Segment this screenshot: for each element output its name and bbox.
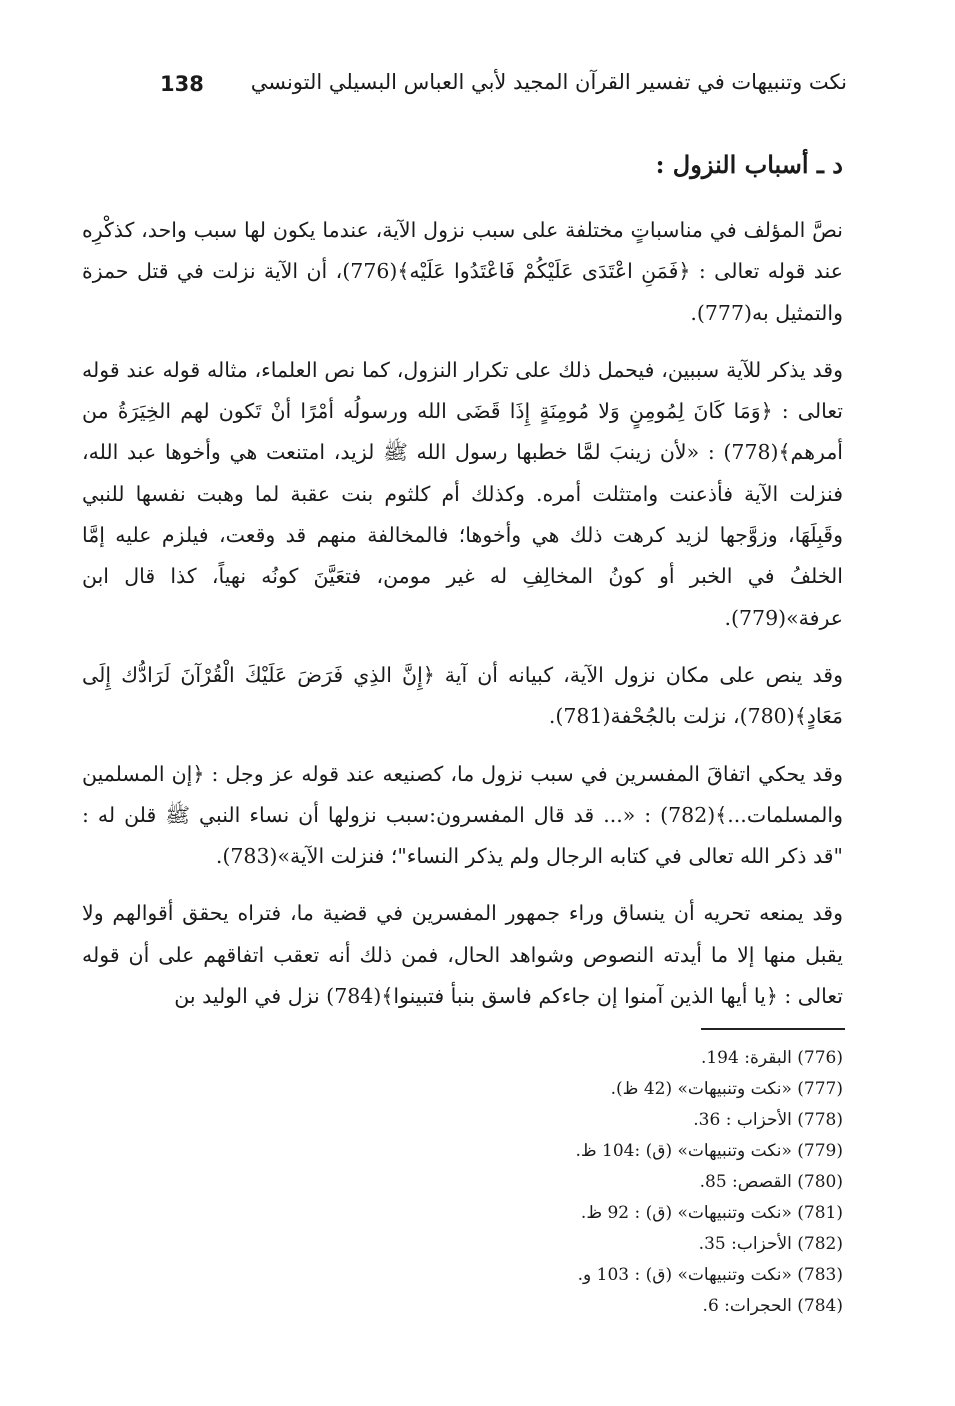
footnote: (784) الحجرات: 6. bbox=[702, 1296, 843, 1316]
footnote: (783) «نكت وتنبيهات» (ق) : 103 و. bbox=[577, 1265, 843, 1285]
footnote: (777) «نكت وتنبيهات» (42 ظ). bbox=[610, 1079, 843, 1099]
footnotes bbox=[300, 1043, 843, 1322]
footnote: (780) القصص: 85. bbox=[699, 1172, 843, 1192]
footnote: (781) «نكت وتنبيهات» (ق) : 92 ظ. bbox=[580, 1203, 843, 1223]
body-text bbox=[82, 210, 843, 1033]
page-header bbox=[160, 62, 847, 112]
paragraph: وقد يذكر للآية سببين، فيحمل ذلك على تكرار النزول، كما نص العلماء، مثاله قوله عند قوله تعالى : ﴿وَمَا كَانَ لِمُومِنٍ وَلا مُومِنَةٍ إِذَا قَضَى الله ورسولُه أمْرًا أنْ تَكون لهم الخِيَرَةُ من أمرهم﴾(778) : «لأن زينبَ لمَّا خطبها رسول الله ﷺ لزيد، امتنعت هي وأخوها عبد الله، فنزلت الآية فأذعنت وامتثلت أمره. وكذلك أم كلثوم بنت عقبة لما وهبت نفسها للنبي وقَبِلَهَا، وزوَّجها لزيد كرهت ذلك هي وأخوها؛ فالمخالفة منهم قد وقعت، فيلزم عليه إمَّا الخلفُ في الخبر أو كونُ المخالِفِ له غير مومن، فتعَيَّنَ كونُه نهياً، كذا قال ابن عرفة»(779). bbox=[82, 357, 843, 630]
section-heading: د ـ أسباب النزول : bbox=[655, 150, 843, 179]
footnote: (778) الأحزاب : 36. bbox=[693, 1110, 843, 1130]
paragraph: وقد ينص على مكان نزول الآية، كبيانه أن آية ﴿إِنَّ الذِي فَرَضَ عَلَيْكَ الْقُرْآنَ لَرَادُّك إِلَى مَعَادٍ﴾(780)، نزلت بالجُحْفة(781). bbox=[82, 662, 843, 729]
footnote: (776) البقرة: 194. bbox=[700, 1048, 843, 1068]
paragraph: نصَّ المؤلف في مناسباتٍ مختلفة على سبب نزول الآية، عندما يكون لها سبب واحد، كذكْرِه عند قوله تعالى : ﴿فَمَنِ اعْتَدَى عَلَيْكُمْ فَاعْتَدُوا عَلَيْه﴾(776)، أن الآية نزلت في قتل حمزة والتمثيل به(777). bbox=[82, 218, 843, 325]
running-title: نكت وتنبيهات في تفسير القرآن المجيد لأبي العباس البسيلي التونسي bbox=[250, 70, 847, 94]
page-number: 138 bbox=[160, 72, 204, 96]
footnote: (779) «نكت وتنبيهات» (ق) :104 ظ. bbox=[575, 1141, 843, 1161]
footnote: (782) الأحزاب: 35. bbox=[698, 1234, 843, 1254]
footnote-divider bbox=[701, 1028, 845, 1030]
paragraph: وقد يمنعه تحريه أن ينساق وراء جمهور المفسرين في قضية ما، فتراه يحقق أقوالهم ولا يقبل منها إلا ما أيدته النصوص وشواهد الحال، فمن ذلك أنه تعقب اتفاقهم على أن قوله تعالى : ﴿يا أيها الذين آمنوا إن جاءكم فاسق بنبأ فتبينوا﴾(784) نزل في الوليد بن bbox=[82, 901, 843, 1009]
paragraph: وقد يحكي اتفاقَ المفسرين في سبب نزول ما، كصنيعه عند قوله عز وجل : ﴿إن المسلمين والمسلمات...﴾(782) : «... قد قال المفسرون:سبب نزولها أن نساء النبي ﷺ قلن له : "قد ذكر الله تعالى في كتابه الرجال ولم يذكر النساء"؛ فنزلت الآية»(783). bbox=[82, 761, 843, 869]
